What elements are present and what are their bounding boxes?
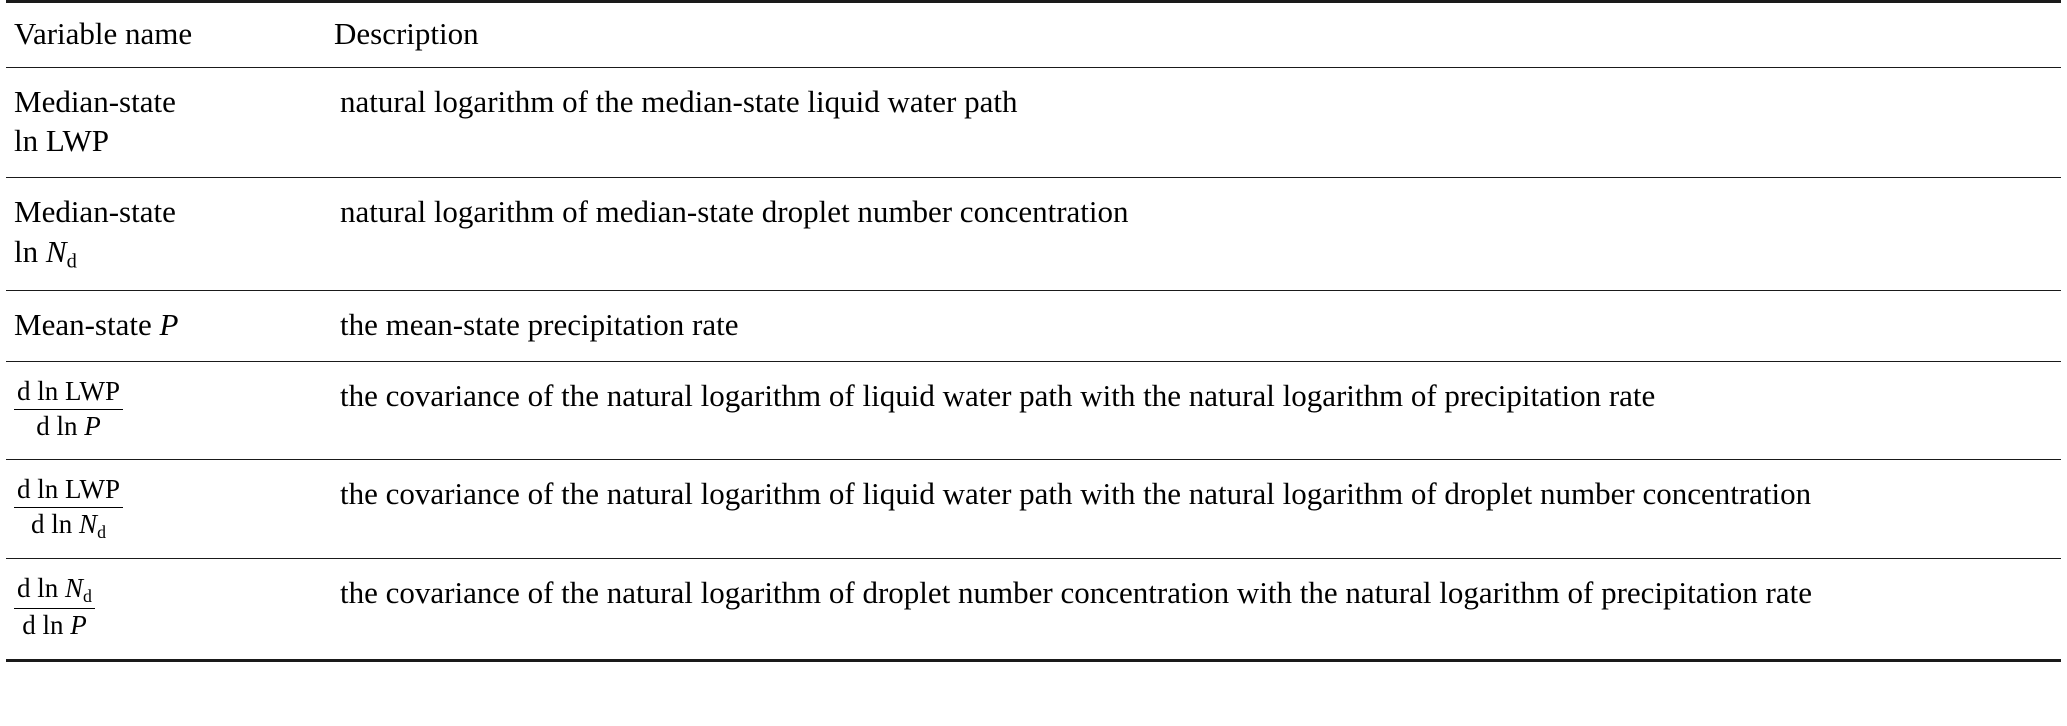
table-row bbox=[6, 67, 2061, 177]
variable-name-line-1: Median-state bbox=[14, 193, 176, 229]
description-cell: natural logarithm of the median-state liquid water path bbox=[340, 83, 1018, 119]
variable-description-table bbox=[6, 0, 2061, 662]
symbol-P: P bbox=[70, 610, 87, 641]
table-row bbox=[6, 558, 2061, 660]
variable-name-line-1: Median-state bbox=[14, 83, 176, 119]
fraction-denominator bbox=[14, 410, 123, 445]
variable-name-line-2 bbox=[14, 232, 326, 275]
table-row bbox=[6, 177, 2061, 291]
table-row bbox=[6, 291, 2061, 362]
table-row bbox=[6, 460, 2061, 558]
description-cell: the covariance of the natural logarithm of liquid water path with the natural logarithm of droplet number concentration bbox=[326, 460, 2061, 558]
fraction-denominator bbox=[14, 508, 123, 543]
description-cell: the covariance of the natural logarithm of droplet number concentration with the natural logarithm of precipitation rate bbox=[326, 558, 2061, 660]
dln-prefix: d ln bbox=[36, 410, 85, 441]
fraction-numerator: d ln LWP bbox=[14, 377, 123, 410]
variable-name-cell bbox=[6, 362, 326, 460]
symbol-subscript: d bbox=[97, 522, 106, 543]
symbol-P: P bbox=[159, 307, 179, 343]
description-cell: the mean-state precipitation rate bbox=[326, 291, 2061, 362]
description-cell: natural logarithm of median-state droplet number concentration bbox=[326, 177, 2061, 291]
variable-name-line-2: ln LWP bbox=[14, 123, 109, 159]
symbol-subscript: d bbox=[66, 250, 77, 273]
variable-name-cell bbox=[6, 460, 326, 558]
fraction-numerator: d ln LWP bbox=[14, 475, 123, 508]
variable-name-cell bbox=[6, 67, 326, 177]
description-cell: the covariance of the natural logarithm of liquid water path with the natural logarithm of precipitation rate bbox=[326, 362, 2061, 460]
symbol-N: N bbox=[65, 572, 84, 603]
variable-name-cell bbox=[6, 177, 326, 291]
fraction-denominator bbox=[14, 609, 95, 644]
variable-name-cell bbox=[6, 291, 326, 362]
ln-prefix: ln bbox=[14, 233, 46, 269]
column-header-description: Description bbox=[326, 2, 2061, 68]
symbol-N: N bbox=[79, 509, 98, 540]
table-header-row bbox=[6, 2, 2061, 68]
fraction-derivative bbox=[14, 377, 123, 444]
mean-state-prefix: Mean-state bbox=[14, 307, 160, 343]
symbol-N: N bbox=[45, 233, 67, 269]
dln-prefix: d ln bbox=[17, 572, 66, 603]
fraction-derivative bbox=[14, 574, 95, 644]
table-row bbox=[6, 362, 2061, 460]
dln-prefix: d ln bbox=[31, 509, 80, 540]
fraction-numerator bbox=[14, 574, 95, 610]
table-header bbox=[6, 2, 2061, 68]
variable-name-line-1 bbox=[14, 305, 326, 345]
symbol-P: P bbox=[84, 410, 101, 441]
table-body bbox=[6, 67, 2061, 660]
column-header-variable-name: Variable name bbox=[6, 2, 326, 68]
symbol-subscript: d bbox=[83, 585, 92, 606]
variable-name-cell bbox=[6, 558, 326, 660]
fraction-derivative bbox=[14, 475, 123, 542]
dln-prefix: d ln bbox=[22, 610, 71, 641]
